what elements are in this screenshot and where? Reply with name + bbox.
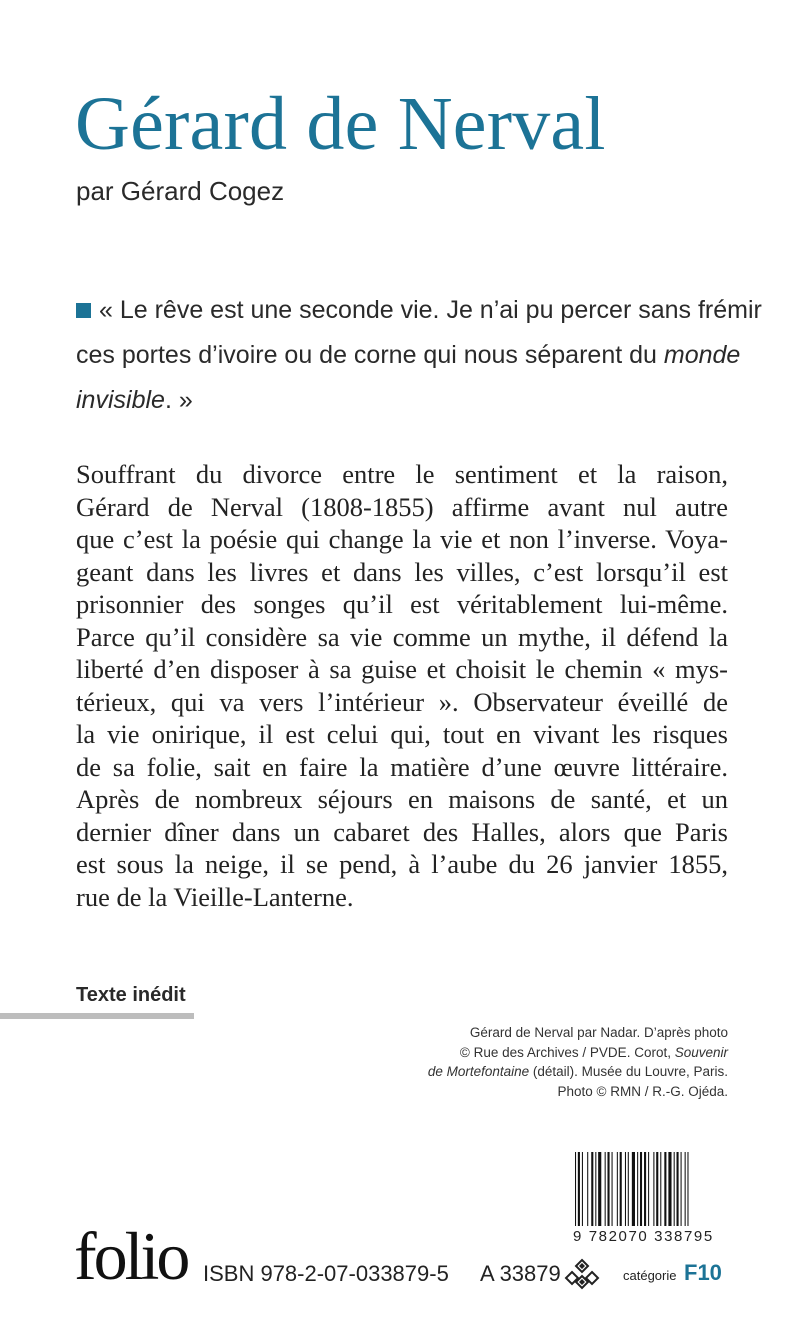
credits-text-3: (détail). Musée du Louvre, Paris. [529,1064,728,1079]
catalog-code: A 33879 [480,1261,561,1286]
publisher-emblem-icon [564,1256,600,1292]
barcode [573,1152,729,1244]
barcode-bar [628,1152,629,1226]
credits-line-3 [348,1062,728,1082]
barcode-bar [617,1152,618,1226]
barcode-bar [605,1152,606,1226]
book-author: par Gérard Cogez [76,176,285,206]
barcode-bar [625,1152,626,1226]
quote-text-1: « Le rêve est une seconde vie. Je n’ai pu percer sans frémir [99,296,762,324]
barcode-bar [681,1152,682,1226]
barcode-bar [591,1152,593,1226]
blurb-line: Après de nombreux séjours en maisons de santé, et un [76,784,728,814]
blurb-line: térieux, qui va vers l’intérieur ». Observateur éveillé de [76,686,728,717]
blurb-line: de sa folie, sait en faire la matière d’une œuvre littéraire. [76,751,728,782]
barcode-bar [598,1152,601,1226]
barcode-bar [612,1152,613,1226]
quote-text-3: . » [164,386,193,414]
gray-divider [0,1013,194,1019]
quote-italic-invisible: invisible [76,386,165,414]
barcode-bar [587,1152,588,1226]
quote-italic-monde: monde [663,341,741,369]
barcode-bars [573,1152,729,1232]
quote-text-2: ces portes d’ivoire ou de corne qui nous séparent du [76,341,664,369]
barcode-bar [595,1152,596,1226]
blurb-line: Parce qu’il considère sa vie comme un mythe, il défend la [76,621,728,652]
photo-credits [348,1023,728,1101]
credits-italic-mortefontaine: de Mortefontaine [427,1064,530,1079]
barcode-bar [664,1152,666,1226]
barcode-bar [656,1152,658,1226]
credits-line-4: Photo © RMN / R.-G. Ojéda. [557,1083,728,1099]
isbn-number: ISBN 978-2-07-033879-5 [203,1261,449,1286]
blue-square-icon [76,303,91,318]
blurb-line: la vie onirique, il est celui qui, tout en vivant les risques [76,719,728,749]
categorie-code: F10 [684,1260,722,1285]
blurb-line: liberté d’en disposer à sa guise et choisit le chemin « mys- [76,654,728,684]
barcode-bar [644,1152,646,1226]
barcode-bar [653,1152,654,1226]
barcode-bar [677,1152,679,1226]
barcode-bar [674,1152,675,1226]
barcode-bar [660,1152,661,1226]
barcode-bar [687,1152,688,1226]
quote-line-2 [76,333,741,378]
blurb-line: prisonnier des songes qu’il est véritablement lui-même. [76,589,728,619]
categorie-label: catégorie [623,1268,677,1283]
blurb-line: Gérard de Nerval (1808-1855) affirme avant nul autre [76,491,728,522]
blurb-line: que c’est la poésie qui change la vie et non l’inverse. Voya- [76,524,728,554]
credits-line-1: Gérard de Nerval par Nadar. D’après photo [469,1025,728,1040]
barcode-bar [668,1152,671,1226]
credits-italic-souvenir: Souvenir [674,1044,728,1060]
back-cover-blurb [76,458,728,913]
texte-inedit-label: Texte inédit [76,984,186,1006]
barcode-bar [620,1152,622,1226]
barcode-bar [640,1152,642,1226]
barcode-bar [685,1152,686,1226]
quote-line-3 [76,378,736,423]
credits-text-2: © Rue des Archives / PVDE. Corot, [459,1044,675,1060]
quote-line-1 [76,288,762,333]
blurb-line: dernier dîner dans un cabaret des Halles, alors que Paris [76,816,728,847]
book-title: Gérard de Nerval [75,82,606,166]
epigraph-quote [76,288,762,423]
barcode-bar [607,1152,609,1226]
blurb-line: geant dans les livres et dans les villes, c’est lorsqu’il est [76,556,728,587]
blurb-line: Souffrant du divorce entre le sentiment et la raison, [76,459,728,489]
folio-logo: folio [74,1218,188,1294]
barcode-bar [632,1152,635,1226]
barcode-bar [637,1152,638,1226]
barcode-bar [582,1152,583,1226]
barcode-bar [578,1152,580,1226]
barcode-digits: 9 782070 338795 [573,1228,714,1245]
barcode-bar [648,1152,649,1226]
blurb-line: est sous la neige, il se pend, à l’aube du 26 janvier 1855, [76,849,728,879]
blurb-line: rue de la Vieille-Lanterne. [76,881,354,912]
barcode-bar [575,1152,576,1226]
credits-line-2 [348,1043,728,1063]
